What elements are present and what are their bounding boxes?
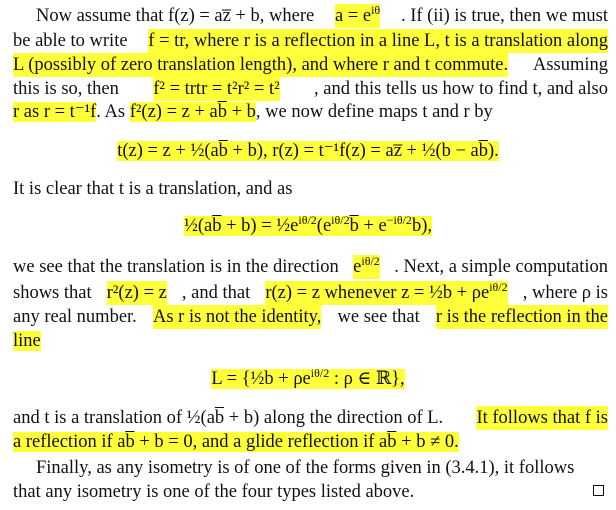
highlighted-text: $a = e^{i\theta}$ — [334, 2, 381, 26]
text-segment: Now assume that f(z) = az̅ + b, where — [36, 6, 315, 26]
highlighted-text: t(z) = z + ½(ab̅ + b), r(z) = t⁻¹f(z) = az̅ + ½(b − ab̅). — [117, 141, 499, 161]
text-segment: we see that the translation is in the direction — [13, 257, 339, 277]
text-segment: . If (ii) is true, then we must — [400, 6, 608, 26]
text-line — [13, 430, 616, 454]
text-line — [0, 367, 616, 391]
text-segment: any real number. — [13, 307, 137, 327]
highlighted-text: As r is not the identity, — [152, 307, 322, 327]
text-segment: shows that — [13, 283, 92, 303]
highlighted-text: ½(ab̅ + $b) = \frac{1}{2}e^{i\theta/2}(e^{i\theta/2}b̅ + e^{-i\theta/2}b)$, — [184, 212, 432, 236]
text-segment: , and that — [181, 283, 251, 303]
text-segment: , we now define maps t and r by — [255, 102, 493, 122]
text-line — [13, 329, 616, 353]
text-segment: . As — [96, 102, 130, 122]
text-segment: we see that — [337, 307, 420, 327]
text-line — [0, 214, 616, 238]
text-line — [13, 480, 616, 504]
text-segment: this is so, then — [13, 79, 119, 99]
text-segment: and t is a translation of ½(ab̅ + b) along the direction of L. — [13, 408, 444, 428]
text-segment: be able to write — [13, 31, 128, 51]
text-line — [36, 4, 608, 28]
highlighted-text: r as r = t⁻¹f — [13, 102, 97, 122]
highlighted-text: a reflection if ab̅ + b = 0, and a glide reflection if ab̅ + b ≠ 0. — [13, 432, 459, 452]
highlighted-text: r is the reflection in the — [435, 307, 608, 327]
highlighted-text: L = {½b + $\rho e^{i\theta/2}$ : ρ ∈ ℝ}, — [211, 365, 405, 389]
highlighted-text: f = tr, where r is a reflection in a line L, t is a translation along — [148, 31, 608, 51]
text-line — [13, 281, 608, 305]
text-line — [13, 255, 608, 279]
highlighted-text: line — [13, 331, 41, 351]
text-line — [13, 305, 608, 329]
text-segment: , and this tells us how to find t, and also — [314, 79, 608, 99]
text-segment: . Next, a simple computation — [394, 257, 608, 277]
text-line — [13, 77, 608, 101]
highlighted-text: r²(z) = z — [106, 283, 167, 303]
text-line — [13, 29, 608, 53]
text-line — [13, 177, 616, 201]
text-line — [13, 100, 616, 124]
text-segment: Assuming — [532, 55, 608, 75]
qed-box-icon — [593, 485, 604, 496]
highlighted-text: r(z) = z whenever z = ½b + $\rho e^{i\theta/2}$ — [265, 279, 508, 303]
highlighted-text: $e^{i\theta/2}$ — [353, 253, 380, 277]
highlighted-text: L (possibly of zero translation length), and where r and t commute. — [13, 55, 509, 75]
text-segment: It is clear that t is a translation, and as — [13, 179, 293, 199]
highlighted-text: f² = trtr = t²r² = t² — [153, 79, 280, 99]
text-segment: , where ρ is — [522, 283, 608, 303]
text-line — [13, 406, 608, 430]
text-segment: that any isometry is one of the four types listed above. — [13, 482, 415, 502]
text-line — [13, 53, 608, 77]
text-line — [0, 139, 616, 163]
highlighted-text: f²(z) = z + ab̅ + b — [129, 102, 256, 122]
text-line — [36, 456, 608, 480]
highlighted-text: It follows that f is — [476, 408, 608, 428]
text-segment: Finally, as any isometry is of one of the forms given in (3.4.1), it follows — [36, 458, 575, 478]
